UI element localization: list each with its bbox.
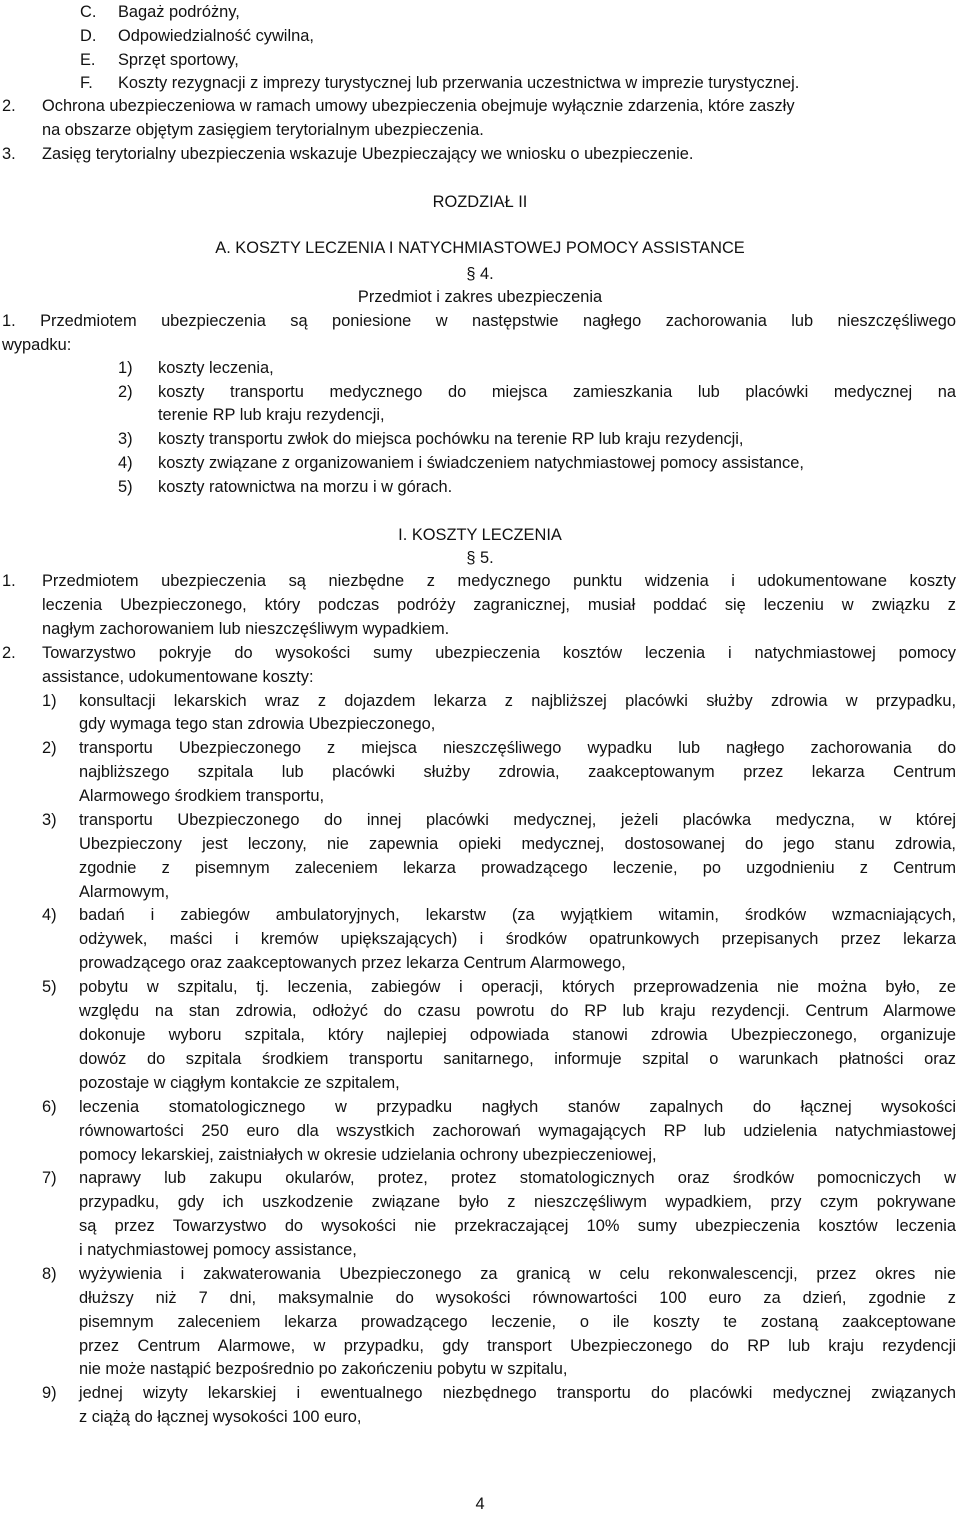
paragraph-line: assistance, udokumentowane koszty:	[42, 668, 314, 686]
list-item-text: Koszty rezygnacji z imprezy turystycznej lub przerwania uczestnictwa w imprezie turystycznej.	[118, 74, 800, 92]
list-number: 1)	[118, 359, 133, 377]
list-item-text: koszty związane z organizowaniem i świadczeniem natychmiastowej pomocy assistance,	[158, 454, 804, 472]
list-item-text: koszty transportu medycznego do miejsca zamieszkania lub placówki medycznej na	[158, 383, 956, 401]
list-letter: C.	[80, 3, 97, 21]
list-item-text: dłuższy niż 7 dni, maksymalnie do wysokości równowartości 100 euro za dzień, zgodnie z	[79, 1289, 956, 1307]
list-number: 8)	[42, 1265, 57, 1283]
paragraph-line: Ochrona ubezpieczeniowa w ramach umowy ubezpieczenia obejmuje wyłącznie zdarzenia, które zaszły	[42, 97, 795, 115]
list-item-text: pobytu w szpitalu, tj. leczenia, zabiegów i operacji, których przeprowadzenia nie można było, ze	[79, 978, 956, 996]
paragraph-number: 2.	[2, 97, 16, 115]
list-item-text: jednej wizyty lekarskiej i ewentualnego niezbędnego transportu do placówki medycznej związanych	[79, 1384, 956, 1402]
list-item-text: leczenia stomatologicznego w przypadku nagłych stanów zapalnych do łącznej wysokości	[79, 1098, 956, 1116]
list-item-text: dokonuje wyboru szpitala, który najlepiej odpowiada stanowi zdrowia Ubezpieczonego, organizuje	[79, 1026, 956, 1044]
list-letter: E.	[80, 51, 96, 69]
list-item-text: Alarmowego środkiem transportu,	[79, 787, 325, 805]
list-item-text: równowartości 250 euro dla wszystkich zachorowań wymagających RP lub udzielenia natychmiastowej	[79, 1122, 956, 1140]
list-item-text: nie może nastąpić bezpośrednio po zakończeniu pobytu w szpitalu,	[79, 1360, 568, 1378]
section-heading: I. KOSZTY LECZENIA	[398, 526, 562, 544]
list-item-text: wyżywienia i zakwaterowania Ubezpieczonego za granicą w celu rekonwalescencji, przez okres nie	[79, 1265, 956, 1283]
list-number: 5)	[42, 978, 57, 996]
list-item-text: gdy wymaga tego stan zdrowia Ubezpieczonego,	[79, 715, 436, 733]
page-number: 4	[475, 1495, 485, 1513]
list-item-text: transportu Ubezpieczonego do innej placówki medycznej, jeżeli placówka medyczna, w której	[79, 811, 956, 829]
list-number: 7)	[42, 1169, 57, 1187]
list-item-text: prowadzącego oraz zaakceptowanych przez lekarza Centrum Alarmowego,	[79, 954, 626, 972]
list-number: 3)	[42, 811, 57, 829]
list-letter: D.	[80, 27, 97, 45]
list-item-text: zgodnie z pisemnym zaleceniem lekarza prowadzącego leczenie, po uzgodnieniu z Centrum	[79, 859, 956, 877]
paragraph-sign: § 5.	[466, 549, 494, 567]
list-item-text: pisemnym zaleceniem lekarza prowadzącego leczenie, o ile koszty te zostaną zaakceptowane	[79, 1313, 956, 1331]
list-number: 3)	[118, 430, 133, 448]
list-number: 5)	[118, 478, 133, 496]
paragraph-title: Przedmiot i zakres ubezpieczenia	[357, 288, 603, 306]
list-item-text: naprawy lub zakupu okularów, protez, protez stomatologicznych oraz środków pomocniczych w	[79, 1169, 956, 1187]
list-item-text: najbliższego szpitala lub placówki służby zdrowia, zaakceptowanym przez lekarza Centrum	[79, 763, 956, 781]
list-item-text: Alarmowym,	[79, 883, 170, 901]
chapter-heading: ROZDZIAŁ II	[432, 193, 528, 211]
list-item-text: i natychmiastowej pomocy assistance,	[79, 1241, 357, 1259]
paragraph-sign: § 4.	[466, 265, 494, 283]
list-letter: F.	[80, 74, 93, 92]
list-item-text: Bagaż podróżny,	[118, 3, 240, 21]
list-item-text: odżywek, maści i kremów upiększających) i środków opatrunkowych przepisanych przez lekarza	[79, 930, 956, 948]
paragraph-line: 1. Przedmiotem ubezpieczenia są poniesione w następstwie nagłego zachorowania lub nieszczęśliwego	[2, 312, 956, 330]
paragraph-line: na obszarze objętym zasięgiem terytorialnym ubezpieczenia.	[42, 121, 484, 139]
list-item-text: konsultacji lekarskich wraz z dojazdem lekarza z najbliższej placówki służby zdrowia w przypadku,	[79, 692, 956, 710]
list-item-text: koszty transportu zwłok do miejsca pochówku na terenie RP lub kraju rezydencji,	[158, 430, 744, 448]
list-item-text: Odpowiedzialność cywilna,	[118, 27, 314, 45]
list-item-text: przez Centrum Alarmowe, w przypadku, gdy transport Ubezpieczonego do RP lub kraju rezydencji	[79, 1337, 956, 1355]
paragraph-line: Towarzystwo pokryje do wysokości sumy ubezpieczenia kosztów leczenia i natychmiastowej pomocy	[42, 644, 956, 662]
list-item-text: dowóz do szpitala środkiem transportu sanitarnego, informuje szpital o warunkach płatności oraz	[79, 1050, 956, 1068]
list-item-text: badań i zabiegów ambulatoryjnych, lekarstw (za wyjątkiem witamin, środków wzmacniających,	[79, 906, 956, 924]
list-number: 9)	[42, 1384, 57, 1402]
section-heading: A. KOSZTY LECZENIA I NATYCHMIASTOWEJ POMOCY ASSISTANCE	[215, 239, 745, 257]
paragraph-line: wypadku:	[2, 336, 72, 354]
list-item-text: pozostaje w ciągłym kontakcie ze szpitalem,	[79, 1074, 400, 1092]
paragraph-line: Zasięg terytorialny ubezpieczenia wskazuje Ubezpieczający we wniosku o ubezpieczenie.	[42, 145, 694, 163]
list-item-text: Sprzęt sportowy,	[118, 51, 239, 69]
list-number: 4)	[118, 454, 133, 472]
list-number: 1)	[42, 692, 57, 710]
list-number: 2)	[42, 739, 57, 757]
paragraph-number: 3.	[2, 145, 16, 163]
list-item-text: terenie RP lub kraju rezydencji,	[158, 406, 385, 424]
list-item-text: transportu Ubezpieczonego z miejsca nieszczęśliwego wypadku lub nagłego zachorowania do	[79, 739, 956, 757]
paragraph-line: Przedmiotem ubezpieczenia są niezbędne z medycznego punktu widzenia i udokumentowane koszty	[42, 572, 956, 590]
paragraph-number: 1.	[2, 572, 16, 590]
list-number: 6)	[42, 1098, 57, 1116]
paragraph-line: nagłym zachorowaniem lub nieszczęśliwym wypadkiem.	[42, 620, 450, 638]
list-number: 2)	[118, 383, 133, 401]
list-item-text: koszty leczenia,	[158, 359, 274, 377]
list-item-text: przypadku, gdy ich uszkodzenie związane było z nieszczęśliwym wypadkiem, przy czym pokrywane	[79, 1193, 956, 1211]
list-item-text: z ciążą do łącznej wysokości 100 euro,	[79, 1408, 362, 1426]
paragraph-number: 2.	[2, 644, 16, 662]
list-number: 4)	[42, 906, 57, 924]
list-item-text: są przez Towarzystwo do wysokości nie przekraczającej 10% sumy ubezpieczenia kosztów leczenia	[79, 1217, 956, 1235]
list-item-text: Ubezpieczony jest leczony, nie zapewnia opieki medycznej, dostosowanej do jego stanu zdrowia,	[79, 835, 956, 853]
list-item-text: pomocy lekarskiej, zaistniałych w okresie udzielania ochrony ubezpieczeniowej,	[79, 1146, 657, 1164]
list-item-text: względu na stan zdrowia, odłożyć do czasu powrotu do RP lub kraju rezydencji. Centrum Alarmowe	[79, 1002, 956, 1020]
list-item-text: koszty ratownictwa na morzu i w górach.	[158, 478, 453, 496]
paragraph-line: leczenia Ubezpieczonego, który podczas podróży zagranicznej, musiał poddać się leczeniu w związku z	[42, 596, 956, 614]
